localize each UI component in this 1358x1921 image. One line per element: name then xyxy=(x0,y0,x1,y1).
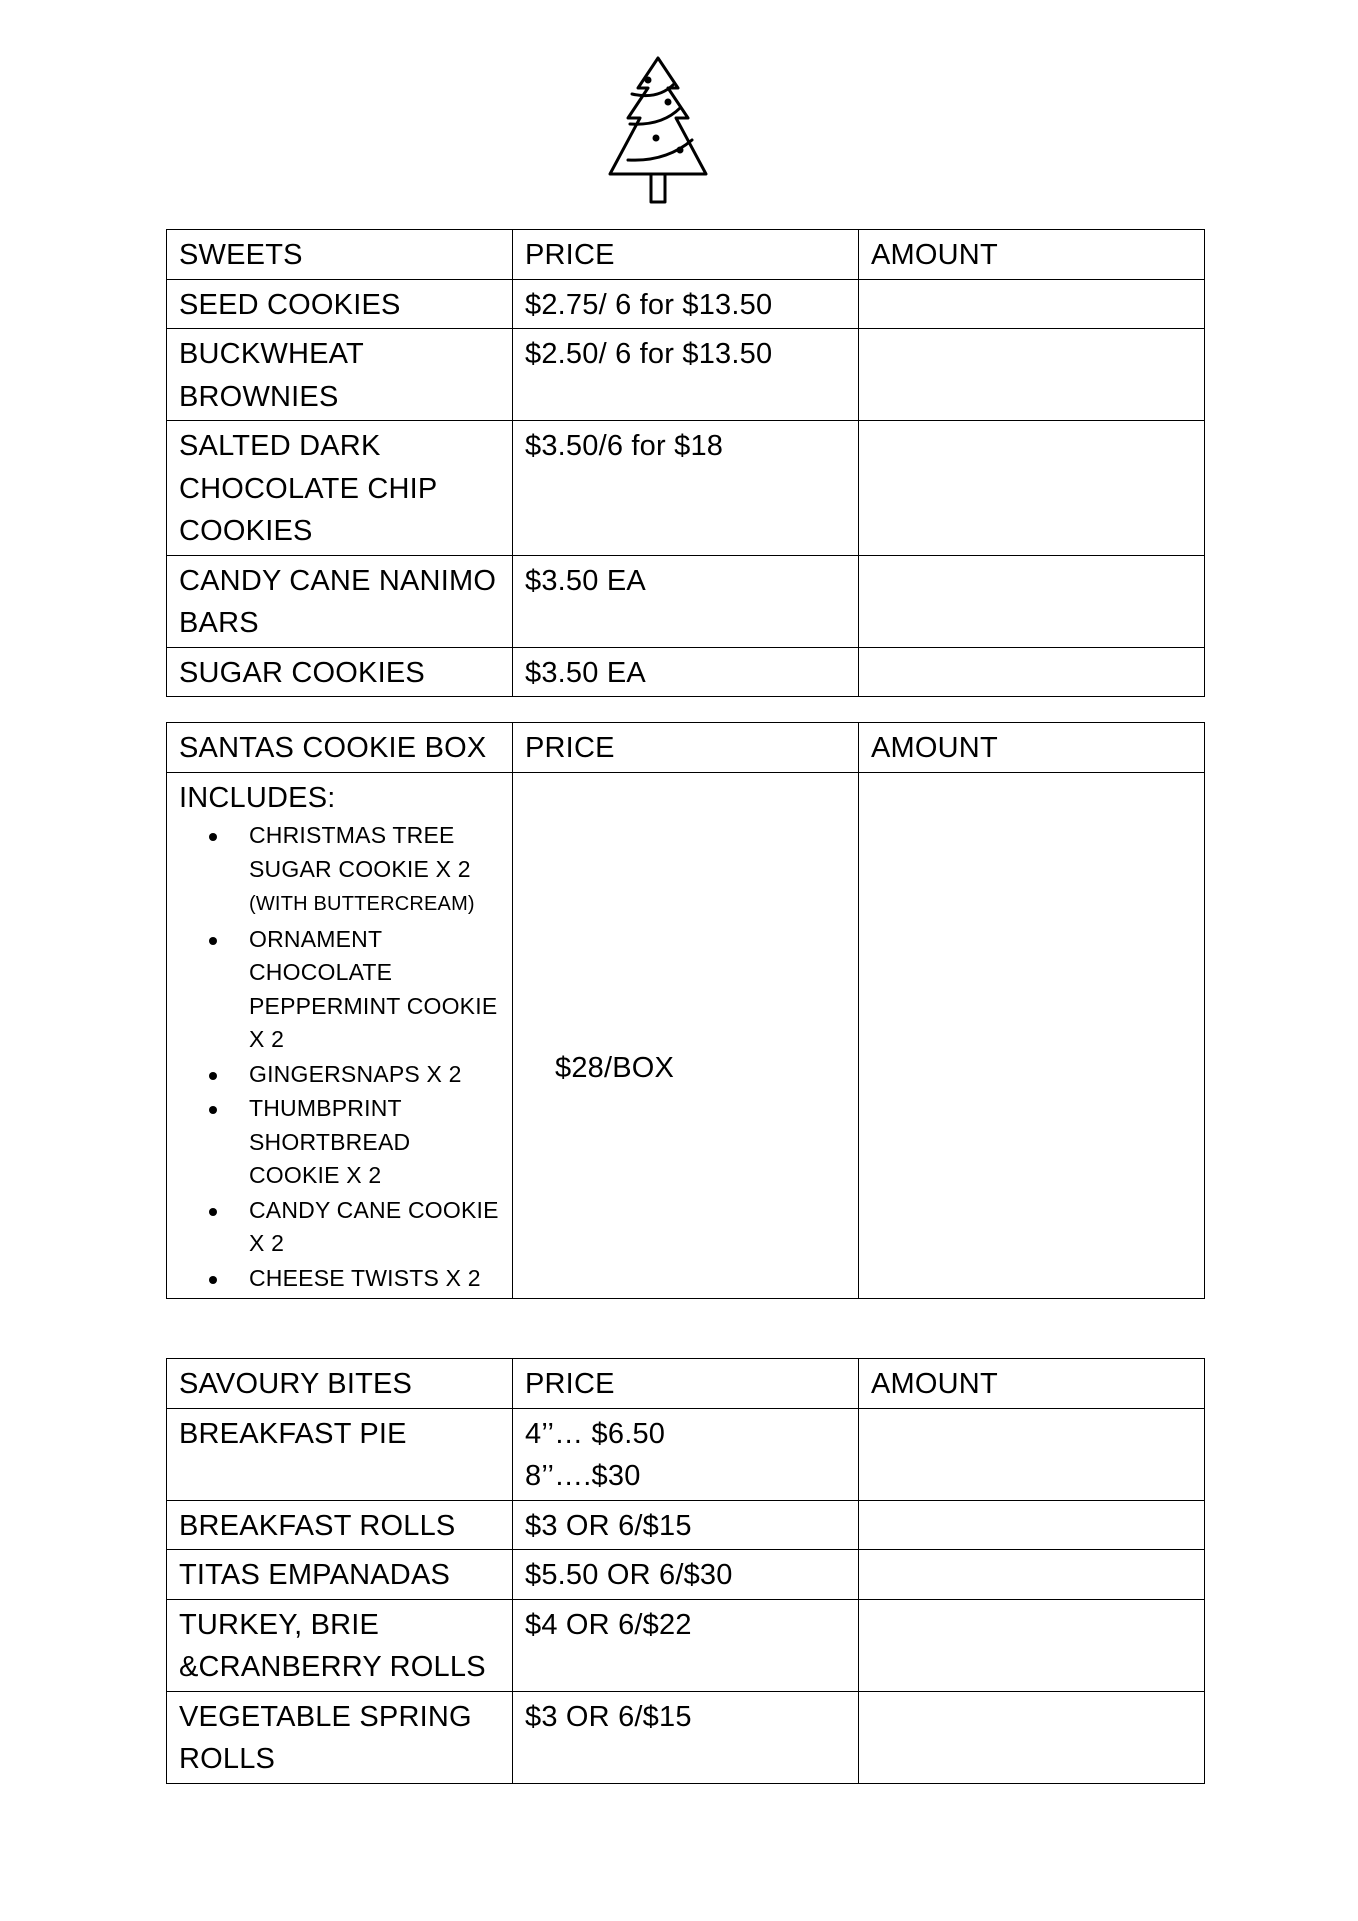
column-header: AMOUNT xyxy=(859,1359,1205,1409)
column-header: SWEETS xyxy=(167,230,513,280)
amount-cell[interactable] xyxy=(859,1691,1205,1783)
amount-cell[interactable] xyxy=(859,421,1205,556)
table-row xyxy=(167,329,1205,421)
price-line: 4’’… $6.50 xyxy=(525,1417,666,1450)
table-header-row xyxy=(167,230,1205,280)
item-price xyxy=(513,1408,859,1500)
item-price: $3 OR 6/$15 xyxy=(513,1500,859,1550)
item-name: SEED COOKIES xyxy=(167,279,513,329)
column-header: AMOUNT xyxy=(859,230,1205,280)
list-item: GINGERSNAPS X 2 xyxy=(249,1058,500,1092)
list-item: THUMBPRINT SHORTBREAD COOKIE X 2 xyxy=(249,1092,500,1193)
list-item: CHEESE TWISTS X 2 xyxy=(249,1262,500,1296)
cookie-box-table xyxy=(166,722,1205,1299)
item-name: SUGAR COOKIES xyxy=(167,647,513,697)
box-contents xyxy=(167,772,513,1299)
amount-cell[interactable] xyxy=(859,329,1205,421)
item-price: $4 OR 6/$22 xyxy=(513,1599,859,1691)
column-header: PRICE xyxy=(513,230,859,280)
column-header: SAVOURY BITES xyxy=(167,1359,513,1409)
includes-label: INCLUDES: xyxy=(179,781,336,814)
savoury-table xyxy=(166,1358,1205,1784)
column-header: SANTAS COOKIE BOX xyxy=(167,723,513,773)
item-name: TITAS EMPANADAS xyxy=(167,1550,513,1600)
table-row xyxy=(167,1500,1205,1550)
table-row xyxy=(167,647,1205,697)
item-price: $3.50/6 for $18 xyxy=(513,421,859,556)
includes-list xyxy=(179,819,500,1295)
christmas-tree-icon xyxy=(604,54,712,206)
box-price-cell xyxy=(513,772,859,1299)
table-header-row xyxy=(167,1359,1205,1409)
list-item-text: CHRISTMAS TREE SUGAR COOKIE X 2 xyxy=(249,822,471,882)
item-price: $3 OR 6/$15 xyxy=(513,1691,859,1783)
table-row xyxy=(167,421,1205,556)
amount-cell[interactable] xyxy=(859,279,1205,329)
table-row xyxy=(167,279,1205,329)
item-price: $2.75/ 6 for $13.50 xyxy=(513,279,859,329)
amount-cell[interactable] xyxy=(859,1408,1205,1500)
table-row xyxy=(167,772,1205,1299)
sweets-table xyxy=(166,229,1205,697)
item-price: $3.50 EA xyxy=(513,555,859,647)
table-row xyxy=(167,555,1205,647)
item-name: BREAKFAST ROLLS xyxy=(167,1500,513,1550)
box-price: $28/BOX xyxy=(555,1051,675,1084)
item-name: SALTED DARK CHOCOLATE CHIP COOKIES xyxy=(167,421,513,556)
item-name: VEGETABLE SPRING ROLLS xyxy=(167,1691,513,1783)
amount-cell[interactable] xyxy=(859,555,1205,647)
price-line: 8’’….$30 xyxy=(525,1460,641,1492)
list-item: ORNAMENT CHOCOLATE PEPPERMINT COOKIE X 2 xyxy=(249,923,500,1057)
table-row xyxy=(167,1691,1205,1783)
table-row xyxy=(167,1550,1205,1600)
amount-cell[interactable] xyxy=(859,647,1205,697)
table-row xyxy=(167,1408,1205,1500)
table-row xyxy=(167,1599,1205,1691)
item-price: $2.50/ 6 for $13.50 xyxy=(513,329,859,421)
item-price: $5.50 OR 6/$30 xyxy=(513,1550,859,1600)
amount-cell[interactable] xyxy=(859,1599,1205,1691)
item-name: BREAKFAST PIE xyxy=(167,1408,513,1500)
list-item xyxy=(249,819,500,922)
item-name: TURKEY, BRIE &CRANBERRY ROLLS xyxy=(167,1599,513,1691)
list-item: CANDY CANE COOKIE X 2 xyxy=(249,1194,500,1261)
column-header: PRICE xyxy=(513,723,859,773)
list-item-note: (WITH BUTTERCREAM) xyxy=(249,893,475,915)
item-name: BUCKWHEAT BROWNIES xyxy=(167,329,513,421)
column-header: PRICE xyxy=(513,1359,859,1409)
amount-cell[interactable] xyxy=(859,1550,1205,1600)
item-price: $3.50 EA xyxy=(513,647,859,697)
table-header-row xyxy=(167,723,1205,773)
column-header: AMOUNT xyxy=(859,723,1205,773)
amount-cell[interactable] xyxy=(859,1500,1205,1550)
item-name: CANDY CANE NANIMO BARS xyxy=(167,555,513,647)
amount-cell[interactable] xyxy=(859,772,1205,1299)
